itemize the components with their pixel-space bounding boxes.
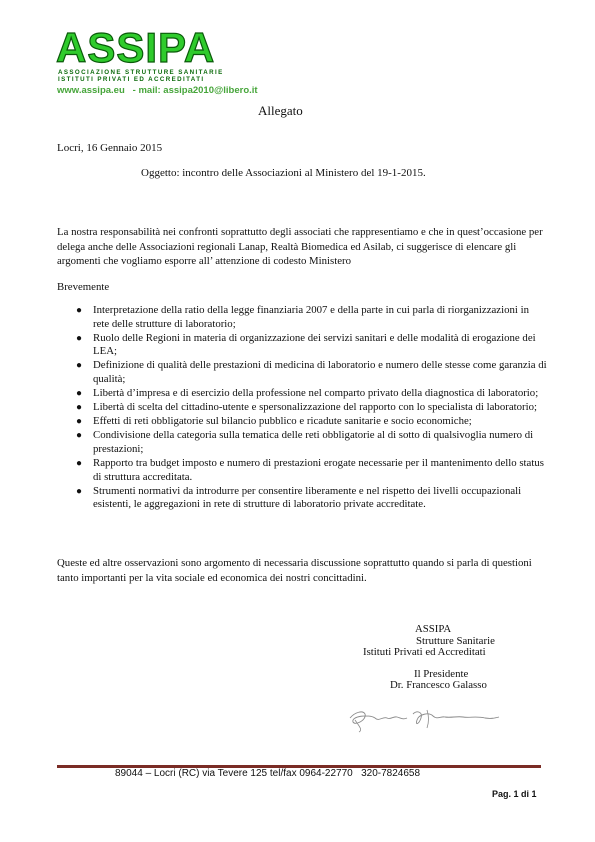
bullet-icon: ● — [76, 485, 83, 497]
closing-paragraph: Queste ed altre osservazioni sono argomento di necessaria discussione soprattutto quando si parla di questioni tanto importanti per la vita sociale ed economica dei nostri concittadini. — [57, 557, 532, 584]
topics-list — [57, 304, 547, 512]
bullet-icon: ● — [76, 430, 83, 442]
bullet-icon: ● — [76, 388, 83, 400]
document-subject: Oggetto: incontro delle Associazioni al Ministero del 19-1-2015. — [141, 167, 426, 179]
bullet-icon: ● — [76, 416, 83, 428]
list-item: ● Ruolo delle Regioni in materia di organizzazione dei servizi sanitari e delle modalità di erogazione dei LEA; — [76, 331, 536, 358]
document-date: Locri, 16 Gennaio 2015 — [57, 142, 163, 154]
handwritten-signature — [345, 704, 505, 734]
sign-org: ASSIPA — [415, 623, 452, 635]
sign-line1: Strutture Sanitarie — [416, 635, 495, 647]
list-item: ● Libertà d’impresa e di esercizio della professione nel comparto privato della diagnostica di laboratorio; — [76, 387, 539, 400]
section-label: Brevemente — [57, 281, 110, 293]
list-item: ● Effetti di reti obbligatorie sul bilancio pubblico e ricadute sanitarie e socio economiche; — [76, 415, 472, 428]
bullet-icon: ● — [76, 402, 83, 414]
bullet-icon: ● — [76, 305, 83, 316]
list-item: ● Interpretazione della ratio della legge finanziaria 2007 e della parte in cui parla di riorganizzazioni in rete delle strutture di laboratorio; — [76, 304, 529, 330]
page-number: Pag. 1 di 1 — [492, 789, 537, 799]
header-contacts: www.assipa.eu - mail: assipa2010@libero.it — [57, 85, 258, 96]
list-item: ● Condivisione della categoria sulla tematica delle reti obbligatorie al di sotto di qualsivoglia numero di prestazioni; — [76, 429, 534, 455]
list-item: ● Definizione di qualità delle prestazioni di medicina di laboratorio e numero delle stesse come garanzia di qualità; — [76, 359, 547, 385]
bullet-icon: ● — [76, 458, 83, 470]
logo-subtitle-line1: ASSOCIAZIONE STRUTTURE SANITARIE — [58, 69, 224, 76]
footer-address: 89044 – Locri (RC) via Tevere 125 tel/fax 0964-22770 320-7824658 — [115, 768, 421, 779]
document-title: Allegato — [258, 103, 303, 118]
sign-role: Il Presidente — [414, 668, 469, 680]
list-item: ● Libertà di scelta del cittadino-utente e spersonalizzazione del rapporto con lo specialista di laboratorio; — [76, 401, 538, 414]
bullet-icon: ● — [76, 332, 83, 344]
logo-subtitle-line2: ISTITUTI PRIVATI ED ACCREDITATI — [58, 76, 205, 83]
bullet-icon: ● — [76, 360, 83, 372]
assipa-logo: ASSIPA — [56, 24, 216, 71]
list-item: ● Rapporto tra budget imposto e numero di prestazioni erogate necessarie per il mantenimento dello status di struttura accreditata. — [76, 457, 544, 483]
sign-name: Dr. Francesco Galasso — [390, 679, 487, 691]
sign-line2: Istituti Privati ed Accreditati — [363, 646, 486, 658]
list-item: ● Strumenti normativi da introdurre per consentire liberamente e nel rispetto dei livelli occupazionali esistenti, le aggregazioni in rete di strutture di laboratorio private accreditate. — [76, 484, 522, 511]
intro-paragraph: La nostra responsabilità nei confronti soprattutto degli associati che rappresentiamo e che in quest’occasione per delega anche delle Associazioni regionali Lanap, Realtà Biomedica ed Asilab, ci suggerisce di elencare gli argomenti che vogliamo esporre all’ attenzione di codesto Ministero — [57, 226, 543, 267]
